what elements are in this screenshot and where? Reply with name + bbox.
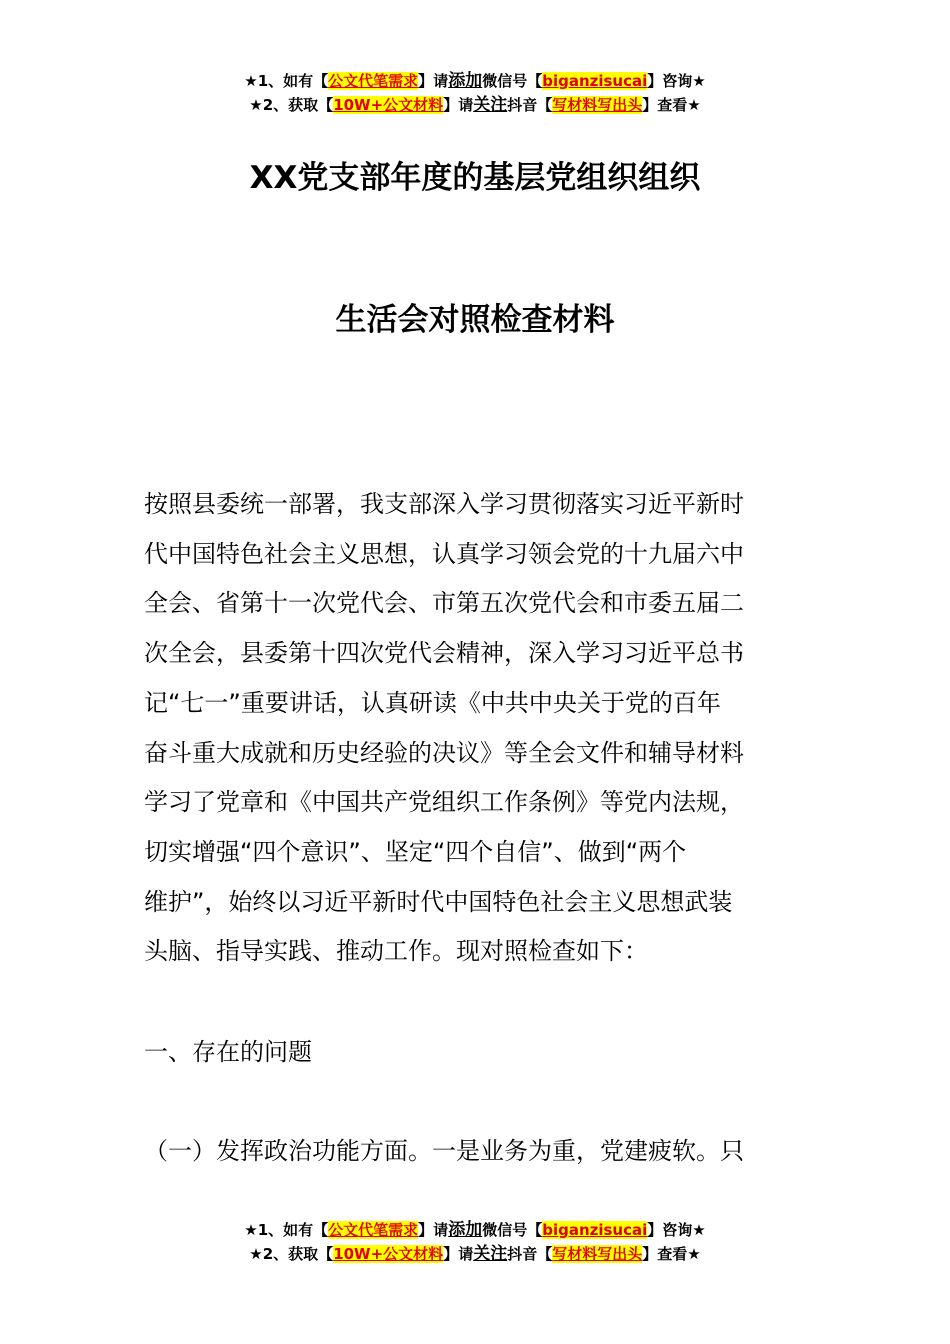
- header-banner: [0, 69, 950, 117]
- banner-line-1: ★1、如有【公文代笔需求】请添加微信号【biganzisucai】咨询★: [244, 71, 706, 91]
- paragraph-line: 全会、省第十一次党代会、市第五次党代会和市委五届二: [144, 589, 744, 618]
- intro-paragraph: [144, 480, 809, 977]
- document-title-line-1: XX党支部年度的基层党组织组织: [249, 160, 701, 196]
- paragraph-line: 头脑、指导实践、推动工作。现对照检查如下：: [144, 937, 648, 966]
- paragraph-line: 切实增强“四个意识”、坚定“四个自信”、做到“两个: [144, 837, 687, 866]
- paragraph-line: 奋斗重大成就和历史经验的决议》等全会文件和辅导材料: [144, 738, 744, 767]
- paragraph-line: 记“七一”重要讲话，认真研读《中共中央关于党的百年: [144, 688, 721, 717]
- subsection-line: （一）发挥政治功能方面。一是业务为重，党建疲软。只: [144, 1137, 744, 1165]
- paragraph-line: 代中国特色社会主义思想，认真学习领会党的十九届六中: [144, 539, 744, 568]
- banner-line-1: ★1、如有【公文代笔需求】请添加微信号【biganzisucai】咨询★: [244, 1220, 706, 1240]
- section-heading: 一、存在的问题: [144, 1038, 312, 1066]
- document-title-line-2: 生活会对照检查材料: [335, 302, 615, 338]
- paragraph-line: 次全会，县委第十四次党代会精神，深入学习习近平总书: [144, 639, 744, 668]
- paragraph-line: 维护”，始终以习近平新时代中国特色社会主义思想武装: [144, 887, 733, 916]
- banner-line-2: ★2、获取【10W+公文材料】请关注抖音【写材料写出头】查看★: [249, 95, 701, 115]
- banner-line-2: ★2、获取【10W+公文材料】请关注抖音【写材料写出头】查看★: [249, 1244, 701, 1264]
- paragraph-line: 按照县委统一部署，我支部深入学习贯彻落实习近平新时: [144, 490, 744, 518]
- paragraph-line: 学习了党章和《中国共产党组织工作条例》等党内法规，: [144, 788, 744, 817]
- footer-banner: [0, 1218, 950, 1266]
